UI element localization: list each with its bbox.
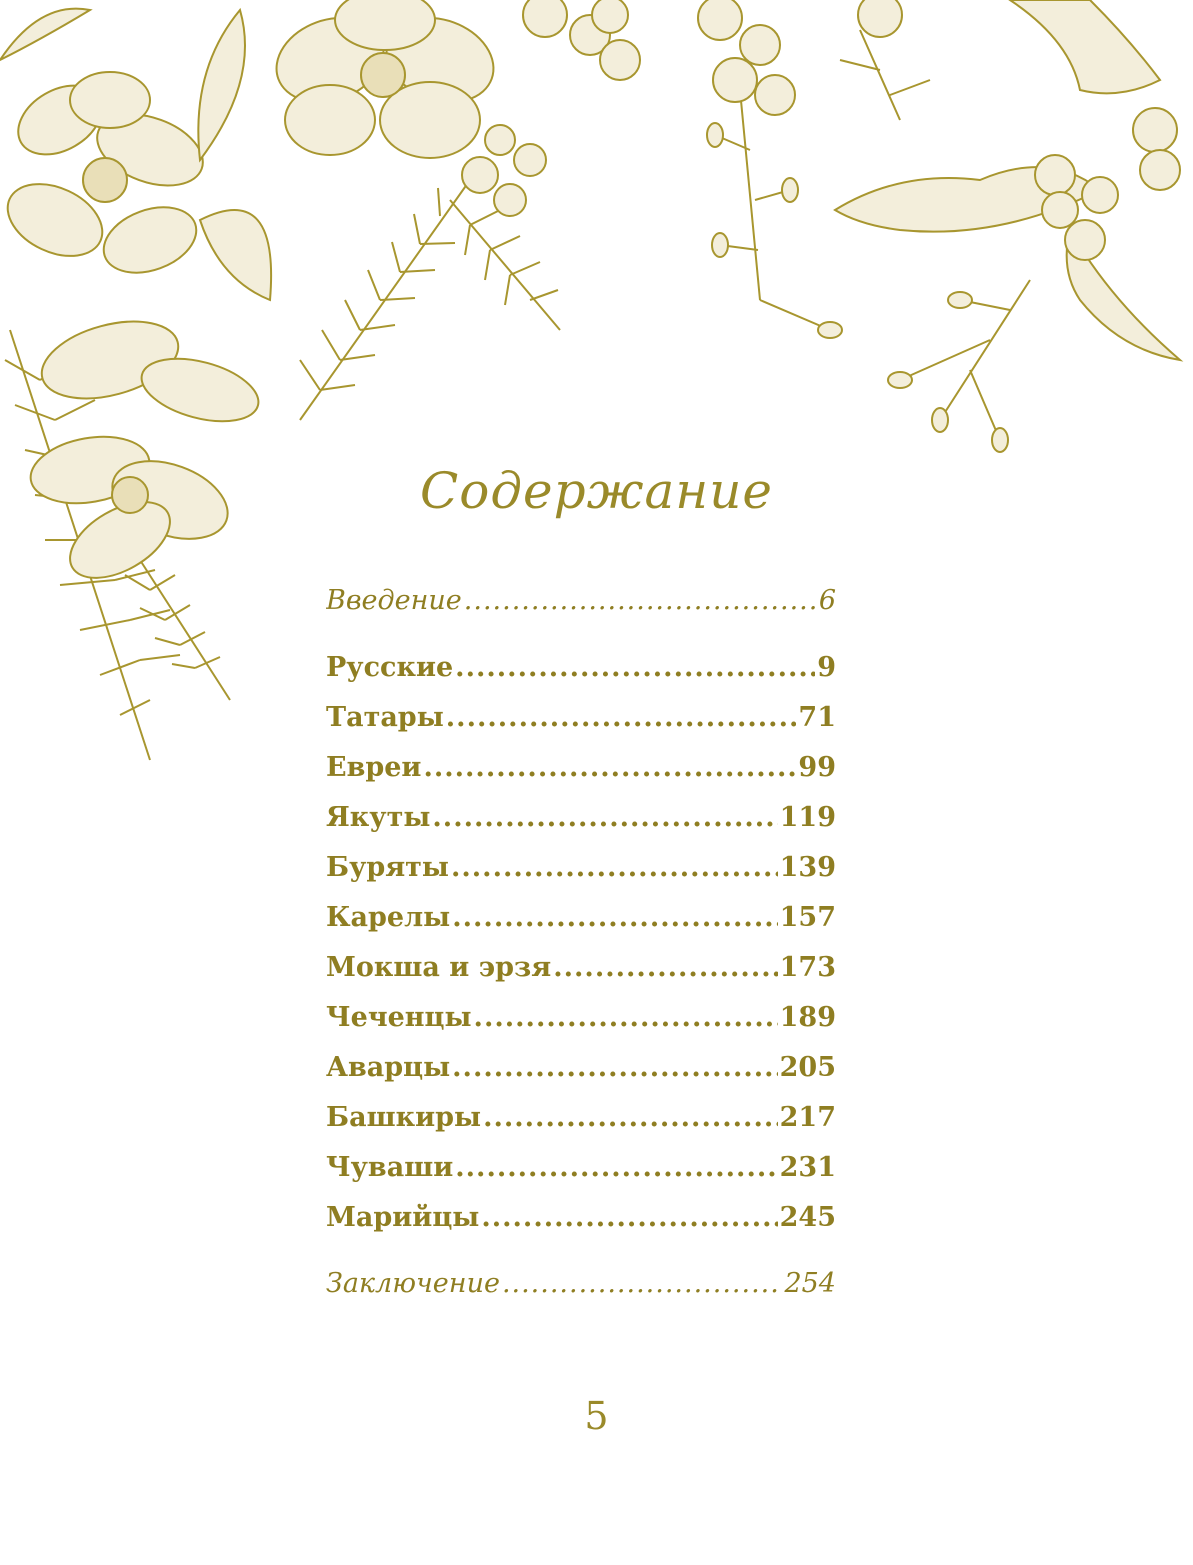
toc-entry-label: Заключение: [326, 1268, 500, 1299]
toc-entry-page: 9: [817, 652, 836, 683]
toc-entry-page: 231: [779, 1152, 836, 1183]
toc-entry: [326, 652, 836, 692]
toc-leader-dots: [483, 1102, 778, 1133]
toc-leader-dots: [452, 1052, 777, 1083]
toc-entry-label: Евреи: [326, 752, 422, 783]
toc-leader-dots: [452, 902, 777, 933]
page-number: 5: [584, 1394, 609, 1438]
toc-leader-dots: [451, 852, 778, 883]
toc-entry-label: Якуты: [326, 802, 431, 833]
toc-entry-label: Чеченцы: [326, 1002, 472, 1033]
toc-leader-dots: [455, 1152, 777, 1183]
toc-leader-dots: [423, 752, 796, 783]
toc-entry: [326, 852, 836, 892]
toc-entry: [326, 902, 836, 942]
toc-entry-label: Мокша и эрзя: [326, 952, 552, 983]
toc-entry: [326, 1002, 836, 1042]
toc-leader-dots: [474, 1002, 778, 1033]
toc-leader-dots: [502, 1268, 783, 1299]
page-title: Содержание: [419, 462, 774, 520]
toc-entry-page: 217: [779, 1102, 836, 1133]
toc-entry-page: 119: [779, 802, 836, 833]
toc-entry-page: 139: [779, 852, 836, 883]
toc-entry-label: Русские: [326, 652, 454, 683]
toc-entry-page: 189: [779, 1002, 836, 1033]
toc-leader-dots: [464, 585, 817, 616]
toc-leader-dots: [481, 1202, 777, 1233]
toc-entry-label: Марийцы: [326, 1202, 480, 1233]
toc-entry: [326, 1052, 836, 1092]
toc-entry-page: 157: [779, 902, 836, 933]
toc-entry-label: Буряты: [326, 852, 449, 883]
toc-entry-page: 254: [784, 1268, 836, 1299]
toc-entry: [326, 585, 836, 625]
toc-entry-page: 205: [779, 1052, 836, 1083]
toc-entry-page: 245: [779, 1202, 836, 1233]
toc-entry: [326, 1202, 836, 1242]
toc-entry-page: 99: [798, 752, 836, 783]
toc-entry-label: Чуваши: [326, 1152, 454, 1183]
toc-entry: [326, 802, 836, 842]
toc-entry: [326, 952, 836, 992]
toc-entry-page: 173: [779, 952, 836, 983]
toc-entry: [326, 1152, 836, 1192]
toc-leader-dots: [432, 802, 777, 833]
toc-entry-label: Введение: [326, 585, 462, 616]
toc-leader-dots: [446, 702, 797, 733]
toc-entry: [326, 1102, 836, 1142]
toc-entry-page: 6: [818, 585, 836, 616]
toc-leader-dots: [553, 952, 777, 983]
toc-entry-label: Татары: [326, 702, 444, 733]
toc-entry: [326, 752, 836, 792]
toc-entry: [326, 1268, 836, 1308]
toc-entry-page: 71: [798, 702, 836, 733]
toc-entry-label: Аварцы: [326, 1052, 451, 1083]
toc-entry-label: Башкиры: [326, 1102, 482, 1133]
toc-entry-label: Карелы: [326, 902, 451, 933]
toc-entry: [326, 702, 836, 742]
toc-leader-dots: [455, 652, 815, 683]
